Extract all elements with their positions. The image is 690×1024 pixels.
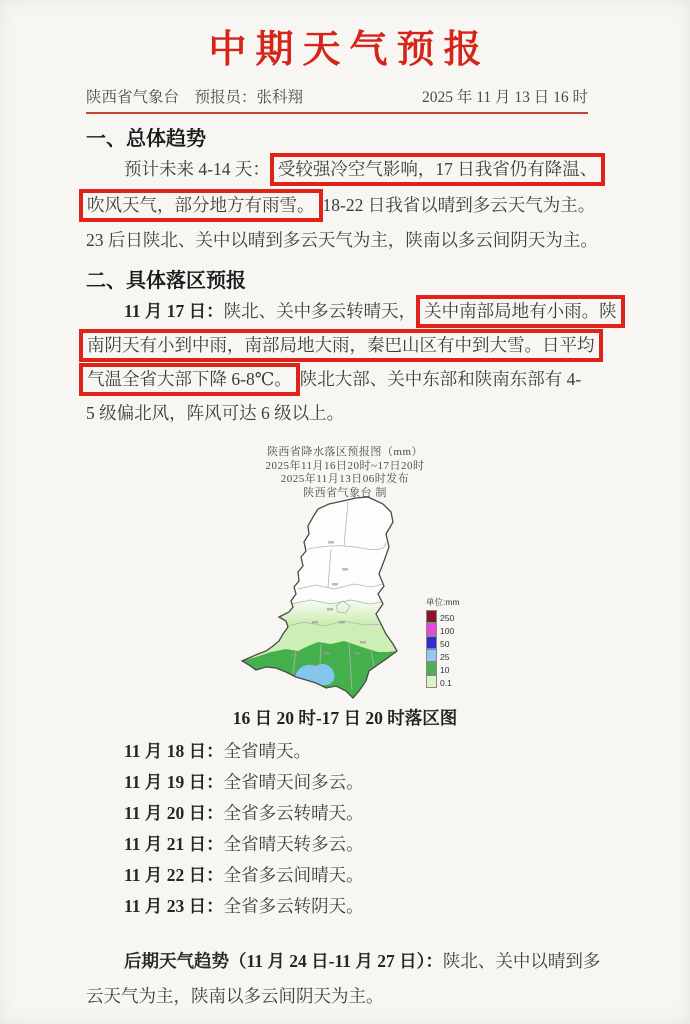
issuing-office-and-forecaster: 陕西省气象台 预报员：张科翔 [86,89,304,106]
date-label: 11 月 17 日： [124,301,224,321]
section-heading-overall-trend: 一、总体趋势 [86,128,206,150]
legend-entry [426,610,496,623]
legend-title: 单位:mm [426,597,460,607]
legend-entry [426,662,496,675]
legend-label: 25 [440,652,450,662]
detail-text: 5 级偏北风，阵风可达 6 级以上。 [86,403,345,423]
highlighted-text: 南阴天有小到中雨，南部局地大雨，秦巴山区有中到大雪。日平均 [79,329,603,362]
daily-forecast-list [86,736,364,922]
overall-trend-paragraph [86,152,646,259]
map-caption: 16 日 20 时-17 日 20 时落区图 [232,708,458,728]
daily-forecast-row [86,829,364,860]
date-label: 11 月 23 日： [124,896,224,916]
detail-line-3 [86,362,646,396]
trend-line-3 [86,223,646,259]
legend-swatch-10 [426,662,437,675]
page-title: 中期天气预报 [208,29,491,71]
highlighted-text: 气温全省大部下降 6-8℃。 [79,363,300,396]
map-title-line: 2025年11月16日20时~17日20时 [265,459,425,472]
outlook-text: 云天气为主，陕南以多云间阴天为主。 [86,986,384,1006]
forecast-text: 全省多云转阴天。 [223,896,364,916]
date-label: 11 月 21 日： [124,834,224,854]
legend-entry [426,649,496,662]
date-label: 11 月 22 日： [124,865,224,885]
highlighted-text: 吹风天气，部分地方有雨雪。 [79,189,323,222]
legend-entry [426,623,496,636]
highlighted-text: 受较强冷空气影响，17 日我省仍有降温、 [270,153,605,186]
forecast-text: 全省晴天转多云。 [223,834,364,854]
document-header [86,84,588,114]
detail-text: 陕北大部、关中东部和陕南东部有 4- [299,369,582,389]
highlighted-text: 关中南部局地有小雨。陕 [416,295,625,328]
forecast-text: 全省晴天间多云。 [223,772,364,792]
legend-label: 10 [440,665,450,675]
daily-forecast-row [86,798,364,829]
legend-label: 50 [440,639,450,649]
detail-line-1 [86,294,646,328]
legend-entry [426,675,496,688]
legend-label: 100 [440,626,455,636]
legend-swatch-50 [426,636,437,649]
outlook-text: 陕北、关中以晴到多 [442,951,601,971]
daily-forecast-row [86,860,364,891]
daily-forecast-row [86,736,364,767]
legend-swatch-0.1 [426,675,437,688]
trend-text: 预计未来 4-14 天： [124,159,270,179]
legend-label: 0.1 [440,678,452,688]
date-label: 11 月 20 日： [124,803,224,823]
legend-swatch-250 [426,610,437,623]
map-title-line: 陕西省降水落区预报图（mm） [266,446,424,458]
outlook-line-1 [86,944,600,979]
section-heading-detail-forecast: 二、具体落区预报 [86,270,246,292]
detail-forecast-paragraph [86,294,646,430]
detail-text: 陕北、关中多云转晴天， [223,301,417,321]
map-title-line: 2025年11月13日06时发布 [280,473,410,485]
detail-line-4 [86,396,646,430]
precipitation-map-titles [170,446,520,500]
daily-forecast-row [86,891,364,922]
outlook-period-label: 后期天气趋势（11 月 24 日-11 月 27 日）： [124,951,443,971]
legend-entry [426,636,496,649]
trend-text: 18-22 日我省以晴到多云天气为主。 [322,194,596,215]
map-title-line: 陕西省气象台 制 [303,486,387,499]
outlook-line-2 [86,979,600,1014]
legend-label: 250 [440,613,455,623]
legend-swatch-25 [426,649,437,662]
trend-text: 23 后日陕北、关中以晴到多云天气为主，陕南以多云间阴天为主。 [86,230,598,250]
later-outlook-paragraph [86,944,600,1014]
daily-forecast-row [86,767,364,798]
issue-datetime: 2025 年 11 月 13 日 16 时 [421,89,588,106]
precipitation-legend [426,596,496,688]
forecast-text: 全省晴天。 [223,741,312,761]
date-label: 11 月 18 日： [124,741,224,761]
forecast-text: 全省多云间晴天。 [223,865,364,885]
forecast-text: 全省多云转晴天。 [223,803,364,823]
trend-line-2 [86,188,646,224]
detail-line-2 [86,328,646,362]
date-label: 11 月 19 日： [124,772,224,792]
trend-line-1 [86,152,646,188]
legend-swatch-100 [426,623,437,636]
